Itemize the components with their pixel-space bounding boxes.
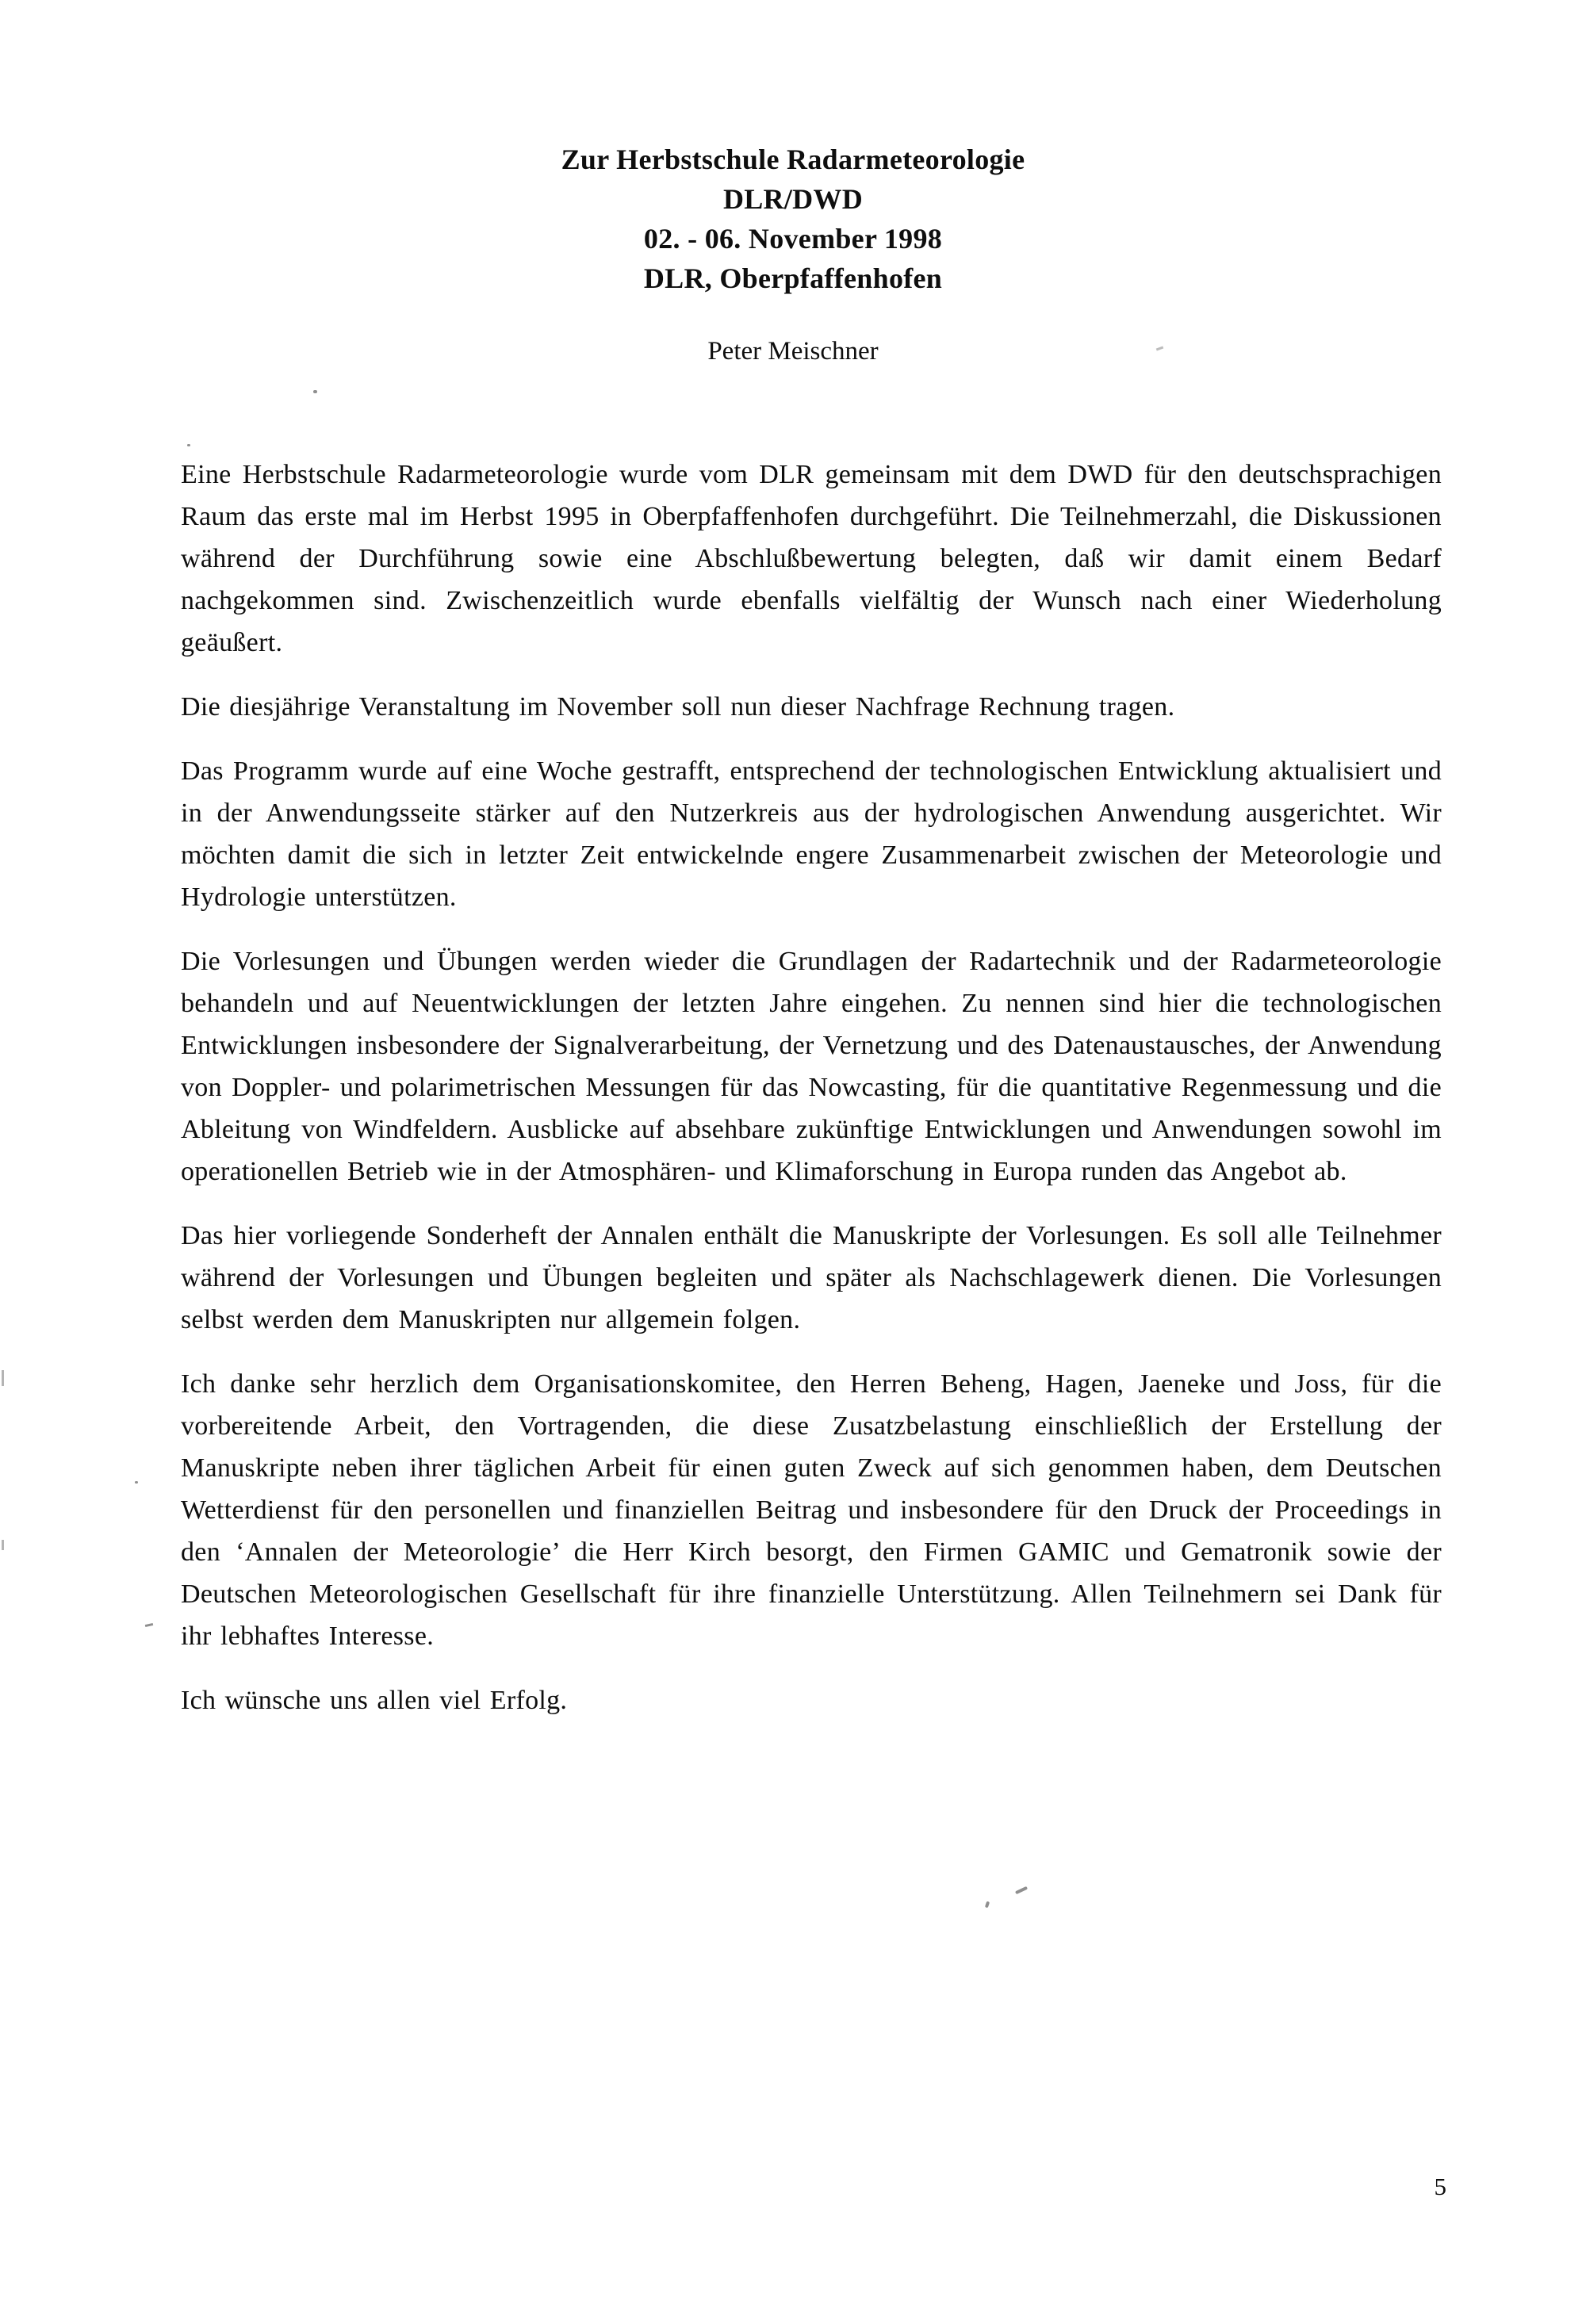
paragraph-2: Die diesjährige Veranstaltung im November soll nun dieser Nachfrage Rechnung tragen. bbox=[181, 692, 1175, 722]
closing-line: Ich wünsche uns allen viel Erfolg. bbox=[181, 1686, 568, 1715]
title-line-4: DLR, Oberpfaffenhofen bbox=[643, 262, 943, 294]
paragraph-6: Ich danke sehr herzlich dem Organisationskomitee, den Herren Beheng, Hagen, Jaeneke und Joss, für die vorbereitende Arbeit, den Vortragenden, die diese Zusatzbelastung einschließlich der Erstellung der Manuskripte neben ihrer täglichen Arbeit für einen guten Zweck auf sich genommen haben, dem Deutschen Wetterdienst für den personellen und finanziellen Beitrag und insbesondere für den Druck der Proceedings in den ‘Annalen der Meteorologie’ die Herr Kirch besorgt, den Firmen GAMIC und Gematronik sowie der Deutschen Meteorologischen Gesellschaft für ihre finanzielle Unterstützung. Allen Teilnehmern sei Dank für ihr lebhaftes Interesse. bbox=[181, 1369, 1442, 1651]
scan-artifact bbox=[145, 1623, 153, 1627]
scan-artifact bbox=[313, 390, 317, 393]
scan-artifact bbox=[135, 1481, 138, 1484]
scan-artifact bbox=[187, 444, 190, 446]
scan-artifact bbox=[1015, 1886, 1028, 1894]
paragraph-1: Eine Herbstschule Radarmeteorologie wurde vom DLR gemeinsam mit dem DWD für den deutschsprachigen Raum das erste mal im Herbst 1995 in Oberpfaffenhofen durchgeführt. Die Teilnehmerzahl, die Diskussionen während der Durchführung sowie eine Abschlußbewertung belegten, daß wir damit einem Bedarf nachgekommen sind. Zwischenzeitlich wurde ebenfalls vielfältig der Wunsch nach einer Wiederholung geäußert. bbox=[181, 460, 1442, 657]
document-body bbox=[181, 454, 1442, 1721]
paragraph-5: Das hier vorliegende Sonderheft der Annalen enthält die Manuskripte der Vorlesungen. Es soll alle Teilnehmer während der Vorlesungen und Übungen begleiten und später als Nachschlagewerk dienen. Die Vorlesungen selbst werden dem Manuskripten nur allgemein folgen. bbox=[181, 1221, 1442, 1334]
document-header bbox=[0, 0, 1586, 298]
title-line-2: DLR/DWD bbox=[722, 183, 864, 215]
paragraph-4: Die Vorlesungen und Übungen werden wieder die Grundlagen der Radartechnik und der Radarmeteorologie behandeln und auf Neuentwicklungen der letzten Jahre eingehen. Zu nennen sind hier die technologischen Entwicklungen insbesondere der Signalverarbeitung, der Vernetzung und des Datenaustausches, der Anwendung von Doppler- und polarimetrischen Messungen für das Nowcasting, für die quantitative Regenmessung und die Ableitung von Windfeldern. Ausblicke auf absehbare zukünftige Entwicklungen und Anwendungen sowohl im operationellen Betrieb wie in der Atmosphären- und Klimaforschung in Europa runden das Angebot ab. bbox=[181, 947, 1442, 1186]
page-number: 5 bbox=[1434, 2173, 1446, 2200]
title-line-1: Zur Herbstschule Radarmeteorologie bbox=[561, 144, 1025, 175]
paragraph-3: Das Programm wurde auf eine Woche gestrafft, entsprechend der technologischen Entwicklung aktualisiert und in der Anwendungsseite stärker auf den Nutzerkreis aus der hydrologischen Anwendung ausgerichtet. Wir möchten damit die sich in letzter Zeit entwickelnde engere Zusammenarbeit zwischen der Meteorologie und Hydrologie unterstützen. bbox=[181, 756, 1442, 912]
author-name: Peter Meischner bbox=[707, 337, 879, 366]
scan-artifact bbox=[985, 1901, 990, 1909]
title-line-3: 02. - 06. November 1998 bbox=[643, 223, 943, 255]
scan-artifact bbox=[2, 1370, 4, 1386]
scan-artifact bbox=[2, 1540, 4, 1550]
